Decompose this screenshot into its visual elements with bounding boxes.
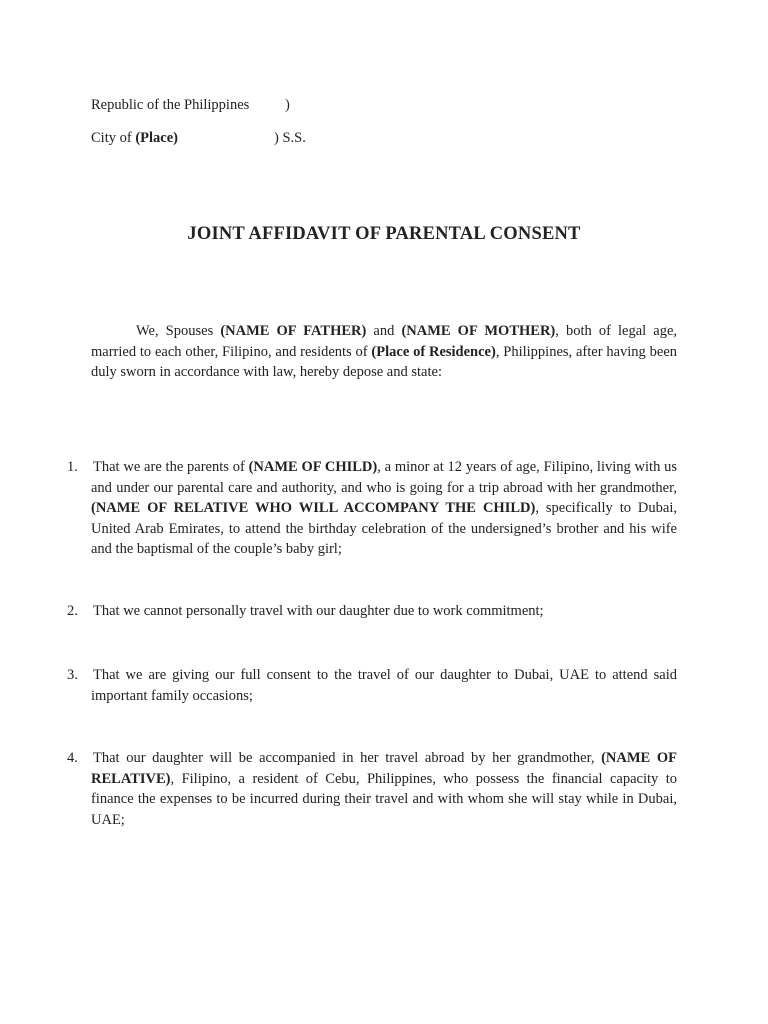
item-3-text-1: That we are giving our full consent to the travel of our daughter to Dubai, UAE to attend said important family occasions; <box>91 667 677 704</box>
intro-residence: (Place of Residence) <box>371 343 496 360</box>
list-item-number: 1. <box>67 459 78 475</box>
item-1-relative-name: (NAME OF RELATIVE WHO WILL ACCOMPANY THE CHILD) <box>91 500 536 516</box>
venue-city-place: (Place) <box>135 130 178 146</box>
venue-city-line <box>91 128 306 148</box>
intro-mother-name: (NAME OF MOTHER) <box>401 323 556 339</box>
list-item-text <box>91 748 677 830</box>
venue-republic-line <box>91 95 290 115</box>
item-1-text-3: , specifically to Dubai, United Arab Emirates, to attend the birthday celebration of the undersigned’s brother and his wife and the baptismal of the couple’s baby girl; <box>91 500 677 557</box>
list-item-text <box>91 457 677 560</box>
item-4-text-2: , Filipino, a resident of Cebu, Philippines, who possess the financial capacity to finance the expenses to be incurred during their travel and with whom she will stay while in Dubai, UAE; <box>91 770 677 828</box>
item-2-text-1: That we cannot personally travel with our daughter due to work commitment; <box>93 603 544 619</box>
venue-republic-text: Republic of the Philippines <box>91 97 250 113</box>
intro-text-2: and <box>366 323 402 339</box>
venue-republic-paren: ) <box>285 97 290 113</box>
list-item-number: 3. <box>67 667 78 683</box>
item-4-relative-name: (NAME OF RELATIVE) <box>91 750 677 787</box>
list-item-text <box>91 601 677 622</box>
venue-city-paren: ) S.S. <box>274 130 306 146</box>
item-1-child-name: (NAME OF CHILD) <box>248 459 378 475</box>
item-4-text-1: That our daughter will be accompanied in her travel abroad by her grandmother, <box>93 750 602 766</box>
list-item-text <box>91 665 677 706</box>
intro-paragraph <box>91 321 677 383</box>
list-item-number: 4. <box>67 750 78 766</box>
intro-text-1: We, Spouses <box>136 323 221 339</box>
document-title: JOINT AFFIDAVIT OF PARENTAL CONSENT <box>187 224 581 244</box>
item-1-text-1: That we are the parents of <box>93 459 249 475</box>
venue-city-prefix: City of <box>91 130 136 146</box>
item-1-text-2: , a minor at 12 years of age, Filipino, living with us and under our parental care and authority, and who is going for a trip abroad with her grandmother, <box>91 459 678 496</box>
intro-father-name: (NAME OF FATHER) <box>220 323 367 339</box>
intro-text-4: , Philippines, after having been duly sworn in accordance with law, hereby depose and state: <box>91 343 678 380</box>
list-item-number: 2. <box>67 603 78 619</box>
intro-text-3: , both of legal age, married to each other, Filipino, and residents of <box>91 323 678 360</box>
